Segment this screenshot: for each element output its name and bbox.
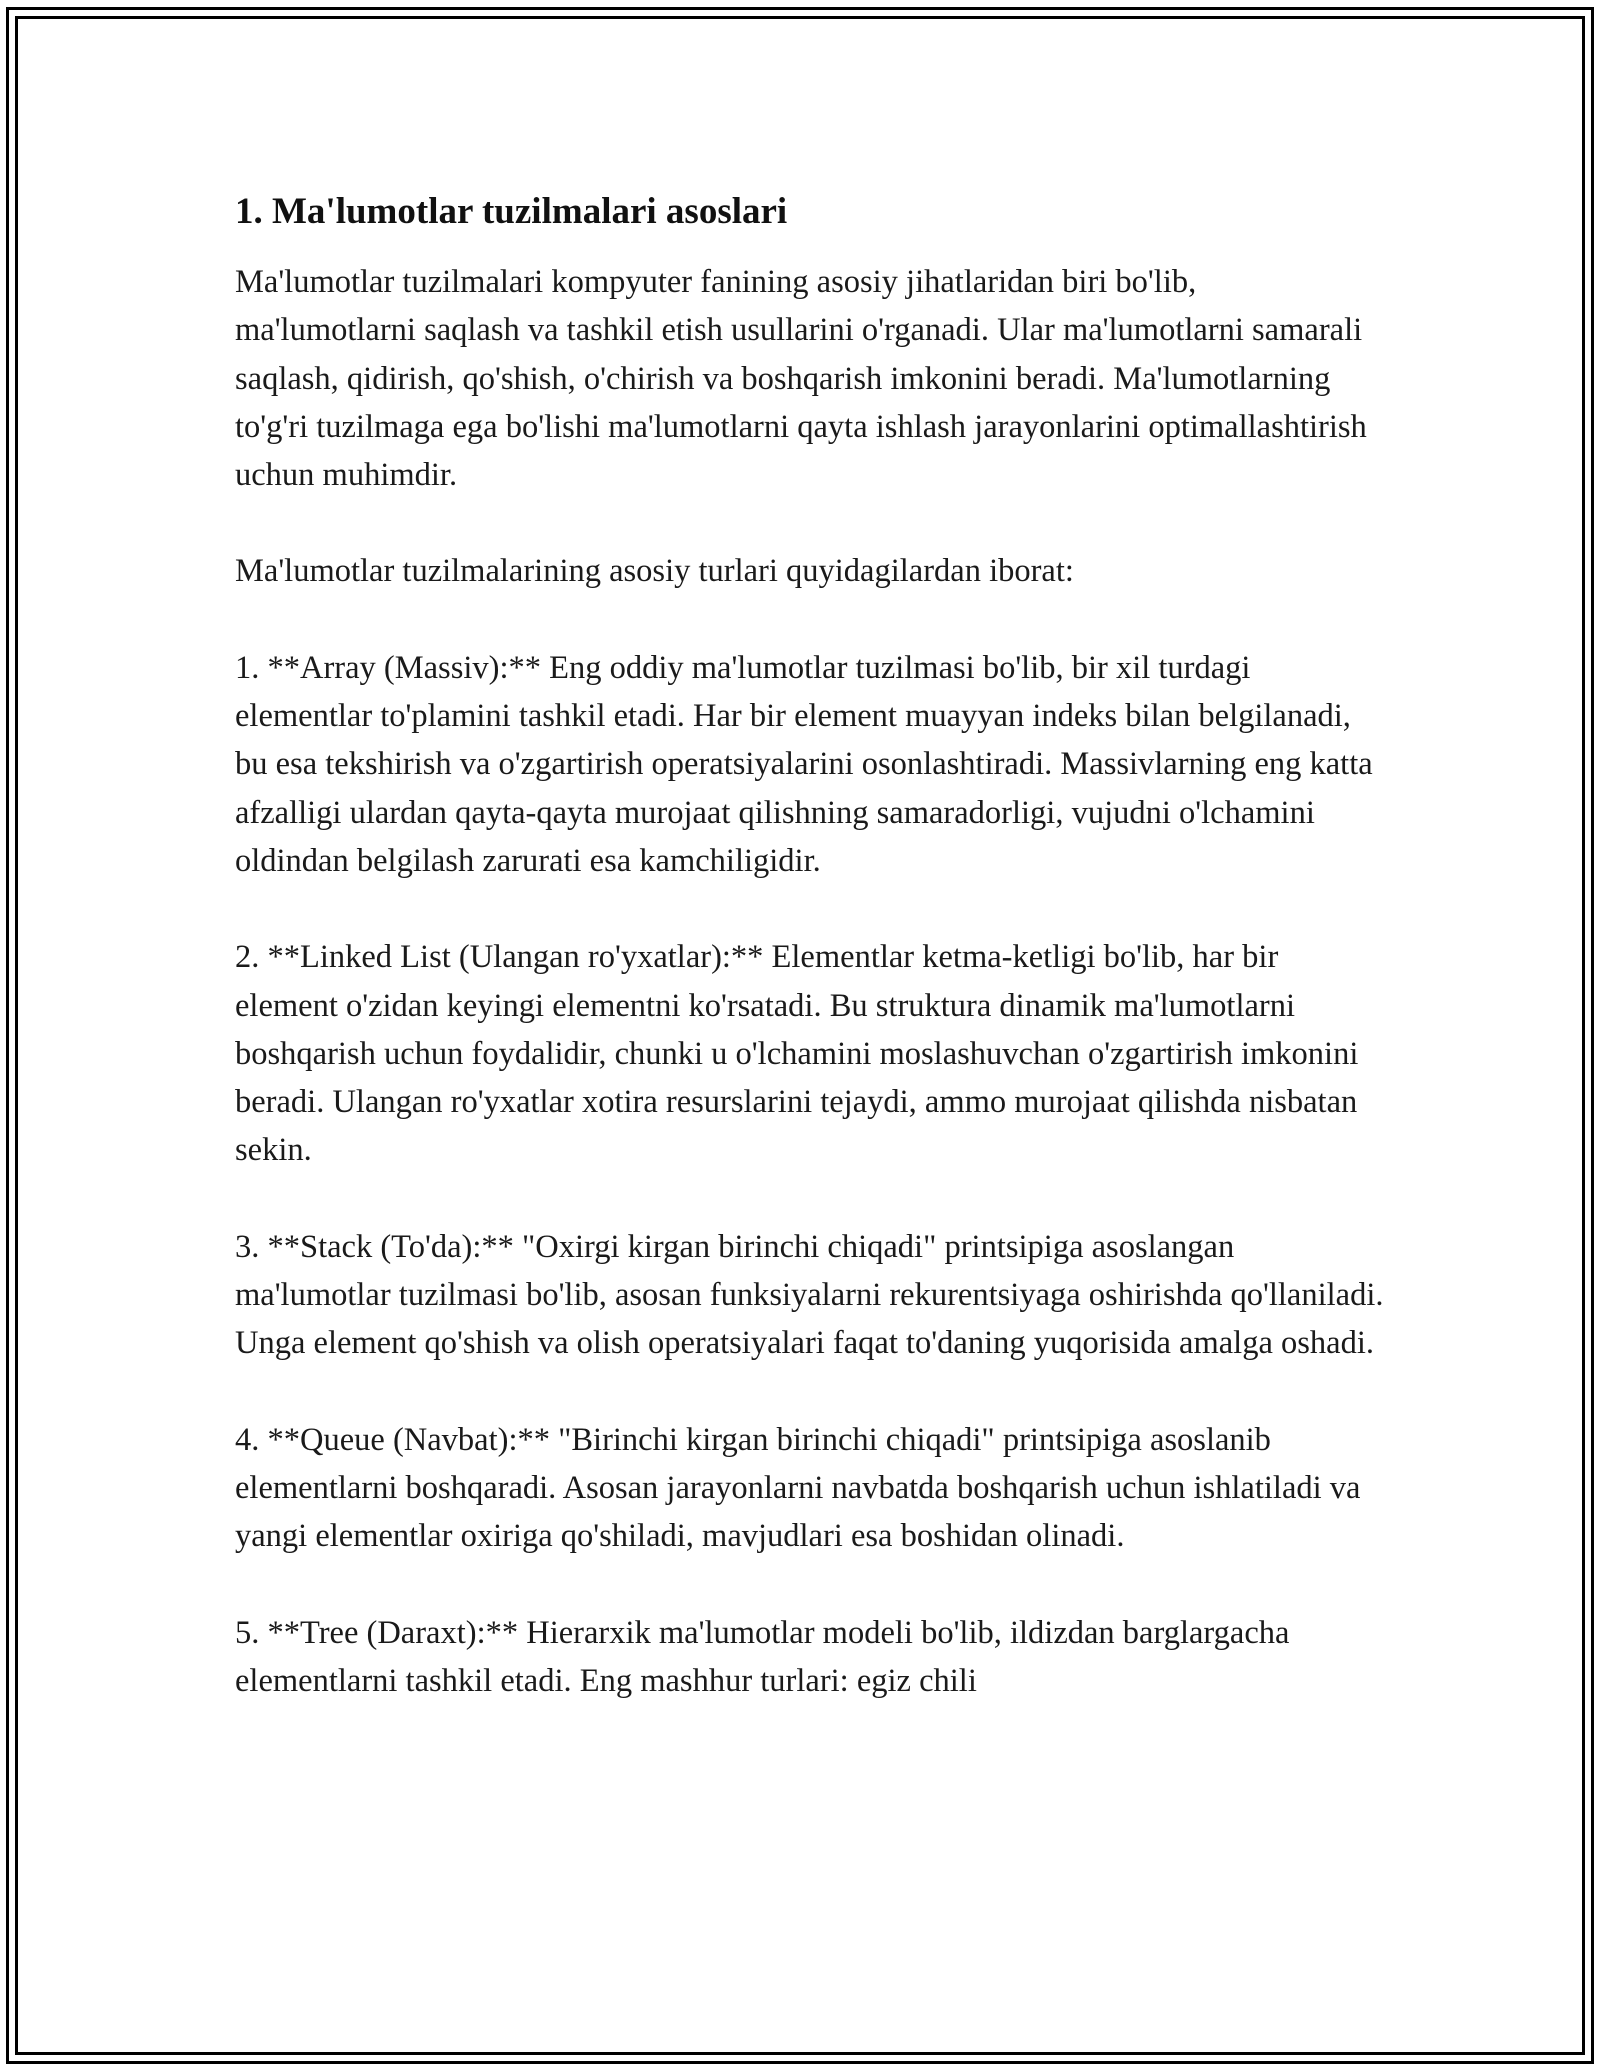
paragraph-queue: 4. **Queue (Navbat):** "Birinchi kirgan birinchi chiqadi" printsipiga asoslanib elementlarni boshqaradi. Asosan jarayonlarni navbatda boshqarish uchun ishlatiladi va yangi elementlar oxiriga qo'shiladi, mavjudlari esa boshidan olinadi. — [235, 1421, 1361, 1555]
paragraph-intro: Ma'lumotlar tuzilmalari kompyuter fanining asosiy jihatlaridan biri bo'lib, ma'lumotlarni saqlash va tashkil etish usullarini o'rganadi. Ular ma'lumotlarni samarali saqlash, qidirish, qo'shish, o'chirish va boshqarish imkonini beradi. Ma'lumotlarning to'g'ri tuzilmaga ega bo'lishi ma'lumotlarni qayta ishlash jarayonlarini optimallashtirish uchun muhimdir. — [235, 264, 1367, 494]
paragraph-tree: 5. **Tree (Daraxt):** Hierarxik ma'lumotlar modeli bo'lib, ildizdan barglargacha elementlarni tashkil etadi. Eng mashhur turlari: egiz chili — [235, 1614, 1290, 1699]
paragraph-linked-list: 2. **Linked List (Ulangan ro'yxatlar):** Elementlar ketma-ketligi bo'lib, har bir element o'zidan keyingi elementni ko'rsatadi. Bu struktura dinamik ma'lumotlarni boshqarish uchun foydalidir, chunki u o'lchamini moslashuvchan o'zgartirish imkonini beradi. Ulangan ro'yxatlar xotira resurslarini tejaydi, ammo murojaat qilishda nisbatan sekin. — [235, 939, 1359, 1169]
paragraph-array: 1. **Array (Massiv):** Eng oddiy ma'lumotlar tuzilmasi bo'lib, bir xil turdagi elementlar to'plamini tashkil etadi. Har bir element muayyan indeks bilan belgilanadi, bu esa tekshirish va o'zgartirish operatsiyalarini osonlashtiradi. Massivlarning eng katta afzalligi ulardan qayta-qayta murojaat qilishning samaradorligi, vujudni o'lchamini oldindan belgilash zarurati esa kamchiligidir. — [235, 649, 1373, 879]
paragraph-types-intro: Ma'lumotlar tuzilmalarining asosiy turlari quyidagilardan iborat: — [235, 553, 1074, 590]
paragraph-stack: 3. **Stack (To'da):** "Oxirgi kirgan birinchi chiqadi" printsipiga asoslangan ma'lumotlar tuzilmasi bo'lib, asosan funksiyalarni rekurentsiyaga oshirishda qo'llaniladi. Unga element qo'shish va olish operatsiyalari faqat to'daning yuqorisida amalga oshadi. — [235, 1228, 1384, 1362]
document-title: 1. Ma'lumotlar tuzilmalari asoslari — [235, 191, 788, 232]
document-body — [235, 188, 1385, 1753]
